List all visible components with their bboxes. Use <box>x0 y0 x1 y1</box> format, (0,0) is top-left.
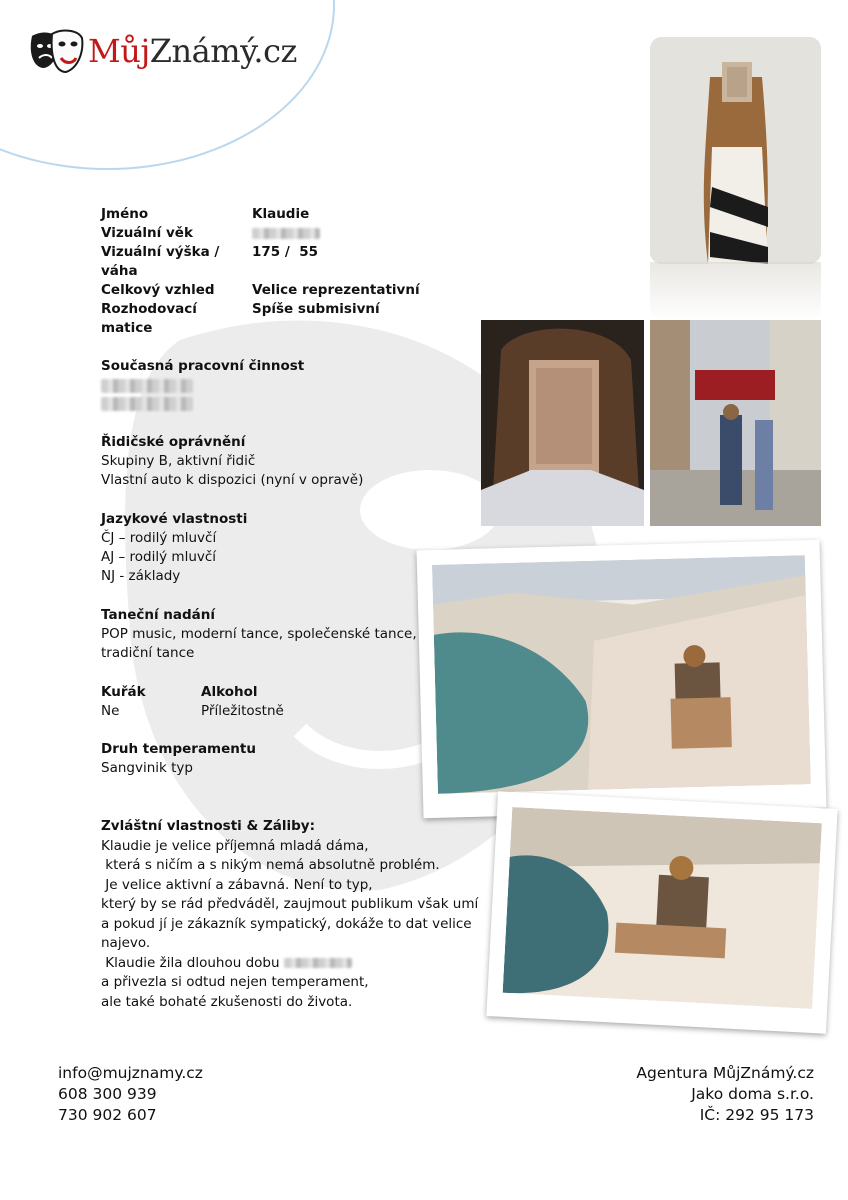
about-line: která s ničím a s nikým nemá absolutně problém. <box>101 857 440 873</box>
alcohol-value: Příležitostně <box>201 703 284 719</box>
section-title: Současná pracovní činnost <box>101 358 305 374</box>
smoker-title: Kuřák <box>101 684 146 700</box>
brand-logo[interactable] <box>28 26 297 76</box>
about-line: který by se rád předváděl, zaujmout publikum však umí <box>101 896 479 912</box>
about-line: Je velice aktivní a zábavná. Není to typ, <box>101 876 373 893</box>
about-line: a přivezla si odtud nejen temperament, <box>101 974 369 990</box>
section-line: tradiční tance <box>101 645 195 661</box>
alcohol-title: Alkohol <box>201 684 258 700</box>
about-line: ale také bohaté zkušenosti do života. <box>101 993 353 1010</box>
smoker-value: Ne <box>101 703 120 719</box>
redacted-place <box>284 958 352 968</box>
redacted-work-line-1 <box>101 379 193 393</box>
field-label: Vizuální věk <box>101 225 193 241</box>
section-dance <box>101 606 417 663</box>
section-title: Jazykové vlastnosti <box>101 511 248 527</box>
field-value: Spíše submisivní <box>252 301 380 317</box>
field-value: Klaudie <box>252 206 310 222</box>
profile-row-name <box>101 205 420 224</box>
street-photo <box>650 320 821 526</box>
profile-row-height-weight <box>101 243 420 281</box>
lake-photo-frame-2 <box>486 791 837 1033</box>
profile-row-age <box>101 224 420 243</box>
section-title: Zvláštní vlastnosti & Záliby: <box>101 818 315 834</box>
section-work <box>101 357 304 411</box>
portrait-photo <box>650 37 821 264</box>
lake-photo-frame <box>417 540 827 818</box>
footer-company-name: Jako doma s.r.o. <box>691 1085 814 1103</box>
profile-row-appearance <box>101 281 420 300</box>
selfie-photo <box>481 320 644 526</box>
section-title: Řidičské oprávnění <box>101 434 246 450</box>
field-value: Velice reprezentativní <box>252 282 420 298</box>
footer-phone-2[interactable]: 730 902 607 <box>58 1106 157 1124</box>
section-title: Druh temperamentu <box>101 741 256 757</box>
section-languages <box>101 510 247 586</box>
section-driving <box>101 433 363 490</box>
brand-name <box>88 32 297 70</box>
redacted-age <box>252 228 320 239</box>
footer-phone-1[interactable]: 608 300 939 <box>58 1085 157 1103</box>
theater-masks-icon <box>28 26 84 76</box>
section-line: NJ - základy <box>101 568 181 584</box>
about-line-text: Klaudie žila dlouhou dobu <box>101 954 280 971</box>
section-about <box>101 817 478 1012</box>
about-line: najevo. <box>101 935 151 951</box>
footer-company <box>636 1063 814 1126</box>
field-label: Vizuální výška / váha <box>101 244 220 279</box>
section-temperament <box>101 740 256 778</box>
profile-info <box>101 205 420 338</box>
section-line: POP music, moderní tance, společenské tance, <box>101 626 417 642</box>
field-label: Jméno <box>101 206 149 222</box>
section-line: Vlastní auto k dispozici (nyní v opravě) <box>101 472 364 488</box>
footer-contacts <box>58 1063 203 1126</box>
section-line: AJ – rodilý mluvčí <box>101 549 217 565</box>
profile-row-decision <box>101 300 420 338</box>
field-label: Rozhodovací matice <box>101 301 197 336</box>
footer-email[interactable]: info@mujznamy.cz <box>58 1064 203 1082</box>
section-line: Skupiny B, aktivní řidič <box>101 453 256 469</box>
redacted-work-line-2 <box>101 397 193 411</box>
section-line: Sangvinik typ <box>101 760 193 776</box>
field-label: Celkový vzhled <box>101 282 215 298</box>
brand-name-part2: Známý <box>149 32 254 70</box>
brand-name-tld: .cz <box>253 32 297 70</box>
alcohol-block <box>201 683 284 721</box>
field-value: 175 / 55 <box>252 244 318 260</box>
section-line: ČJ – rodilý mluvčí <box>101 530 217 546</box>
about-line: Klaudie je velice příjemná mladá dáma, <box>101 837 369 854</box>
footer-ico: IČ: 292 95 173 <box>699 1106 814 1124</box>
portrait-reflection <box>650 262 821 322</box>
section-title: Taneční nadání <box>101 607 216 623</box>
section-habits <box>101 683 284 721</box>
footer-agency: Agentura MůjZnámý.cz <box>636 1064 814 1082</box>
about-line: a pokud jí je zákazník sympatický, dokáže to dat velice <box>101 915 472 932</box>
smoker-block <box>101 683 201 721</box>
about-line <box>101 954 478 974</box>
brand-name-part1: Můj <box>88 32 150 70</box>
